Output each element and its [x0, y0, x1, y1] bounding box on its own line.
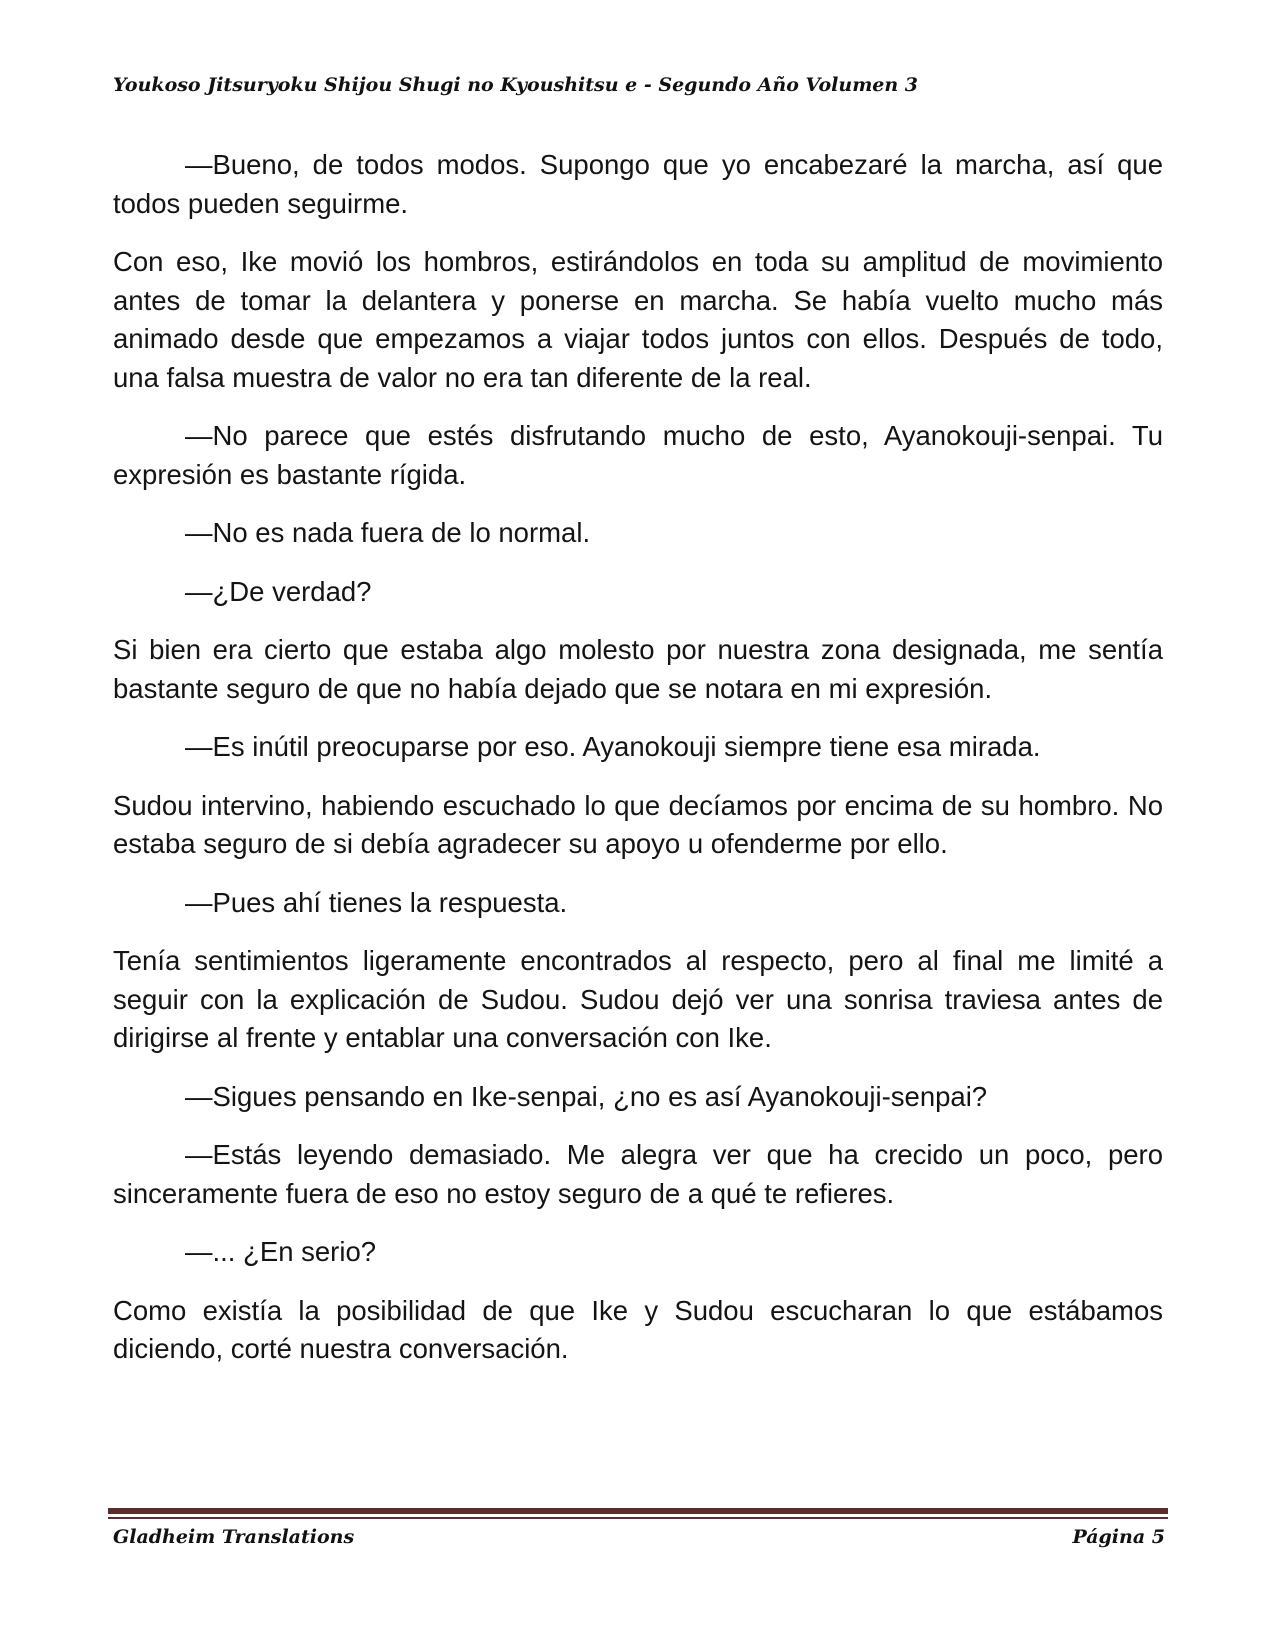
- paragraph-13: —... ¿En serio?: [185, 1236, 377, 1267]
- page-number: Página 5: [1072, 1526, 1165, 1548]
- paragraph-5: —¿De verdad?: [185, 575, 372, 607]
- body-text: [113, 146, 1163, 1389]
- paragraph-7: —Es inútil preocuparse por eso. Ayanokouji siempre tiene esa mirada.: [185, 731, 1041, 762]
- paragraph-14: Como existía la posibilidad de que Ike y Sudou escucharan lo que estábamos diciendo, corté nuestra conversación.: [113, 1294, 1163, 1364]
- paragraph-12: —Estás leyendo demasiado. Me alegra ver que ha crecido un poco, pero sinceramente fuera de eso no estoy seguro de a qué te refieres.: [113, 1139, 1163, 1209]
- paragraph-4: —No es nada fuera de lo normal.: [185, 517, 591, 548]
- footer-divider-thick: [108, 1508, 1168, 1514]
- footer-divider: [108, 1508, 1168, 1519]
- paragraph-3: —No parece que estés disfrutando mucho de esto, Ayanokouji-senpai. Tu expresión es bastante rígida.: [113, 420, 1163, 490]
- footer-credit: Gladheim Translations: [113, 1526, 355, 1548]
- paragraph-8: Sudou intervino, habiendo escuchado lo que decíamos por encima de su hombro. No estaba seguro de si debía agradecer su apoyo u ofenderme por ello.: [113, 789, 1163, 859]
- paragraph-6: Si bien era cierto que estaba algo molesto por nuestra zona designada, me sentía bastante seguro de que no había dejado que se notara en mi expresión.: [113, 634, 1163, 704]
- paragraph-9: —Pues ahí tienes la respuesta.: [185, 886, 568, 918]
- paragraph-11: —Sigues pensando en Ike-senpai, ¿no es así Ayanokouji-senpai?: [185, 1080, 988, 1112]
- running-header: Youkoso Jitsuryoku Shijou Shugi no Kyoushitsu e - Segundo Año Volumen 3: [113, 74, 919, 96]
- paragraph-10: Tenía sentimientos ligeramente encontrados al respecto, pero al final me limité a seguir con la explicación de Sudou. Sudou dejó ver una sonrisa traviesa antes de dirigirse al frente y entablar una conversación con Ike.: [113, 945, 1163, 1053]
- paragraph-1: —Bueno, de todos modos. Supongo que yo encabezaré la marcha, así que todos pueden seguirme.: [113, 149, 1163, 219]
- footer-divider-thin: [108, 1517, 1168, 1519]
- paragraph-2: Con eso, Ike movió los hombros, estirándolos en toda su amplitud de movimiento antes de tomar la delantera y ponerse en marcha. Se había vuelto mucho más animado desde que empezamos a viajar todos juntos con ellos. Después de todo, una falsa muestra de valor no era tan diferente de la real.: [113, 246, 1163, 393]
